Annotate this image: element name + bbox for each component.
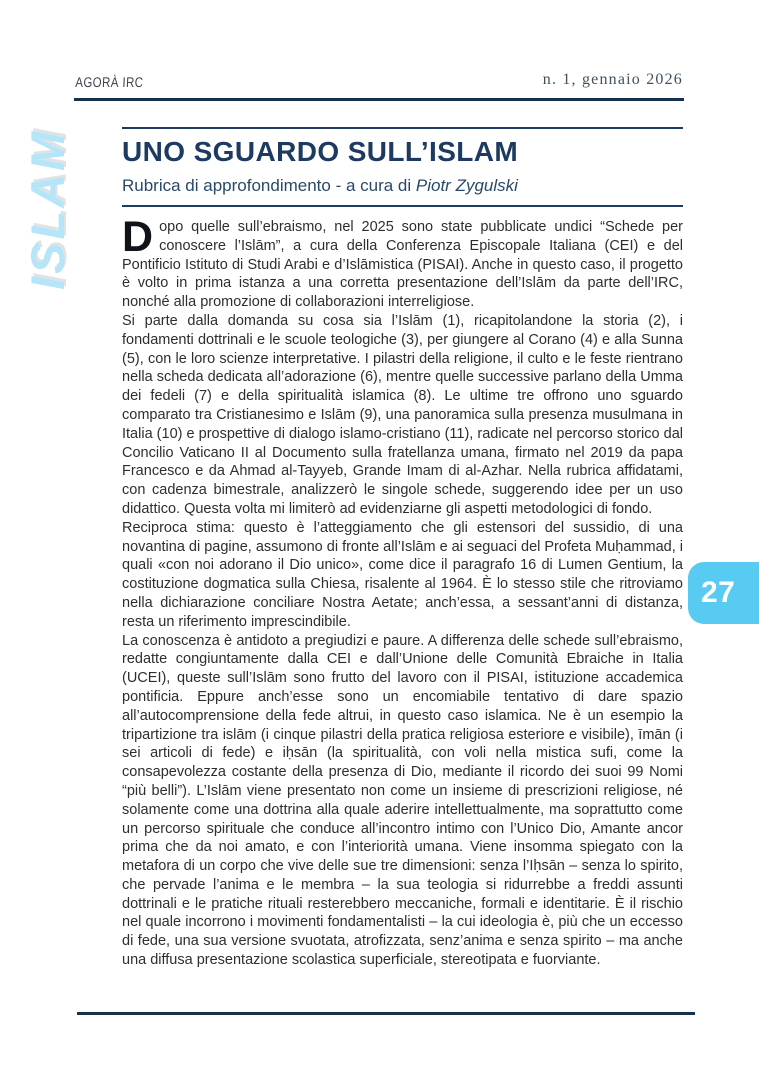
body-paragraph-1 — [122, 213, 683, 312]
body-paragraph-4: La conoscenza è antidoto a pregiudizi e paure. A differenza delle schede sull’ebraismo, redatte congiuntamente dalla CEI e dall’Unione delle Comunità Ebraiche in Italia (UCEI), queste sull’Islām sono frutto del lavoro con il PISAI, istituzione accademica pontificia. Eppure anch’esse sono un encomiabile tentativo di dare spazio all’autocomprensione della fede altrui, in questo caso islamica. Ne è un esempio la tripartizione tra islām (i cinque pilastri della pratica religiosa esteriore e visibile), īmān (i sei articoli di fede) e iḥsān (la spiritualità, con voli nella mistica sufi, come la consapevolezza costante della presenza di Dio, mediante il ricordo dei suoi 99 Nomi “più belli”). L’Islām viene presentato non come un insieme di prescrizioni religiose, né solamente come una dottrina alla quale aderire intellettualmente, ma soprattutto come un percorso spirituale che conduce all’incontro intimo con l’Unico Dio, Amante ancor prima che da noi amato, e con l’interiorità umana. Viene insomma spiegato con la metafora di un corpo che vive delle sue tre dimensioni: senza l’Iḥsān – senza lo spirito, che pervade l’anima e le membra – la sua teologia si ridurrebbe a freddi assunti dottrinali e le pratiche rituali resterebbero meccaniche, formali e identitarie. È il rischio nel quale incorrono i movimenti fondamentalisti – la cui ideologia è, più che un eccesso di fede, una sua versione svuotata, atrofizzata, senz’anima e senza spirito – ma anche una diffusa presentazione scolastica superficiale, stereotipata e fuorviante. — [122, 632, 683, 969]
subtitle-author: Piotr Zygulski — [415, 176, 518, 195]
body-paragraph-3: Reciproca stima: questo è l’atteggiamento che gli estensori del sussidio, di una novantina di pagine, assumono di fronte all’Islām e ai seguaci del Profeta Muḥammad, i quali «con noi adorano il Dio unico», come dice il paragrafo 16 di Lumen Gentium, la costituzione dogmatica sulla Chiesa, risalente al 1964. È lo stesso stile che ritroviamo nella dichiarazione conciliare Nostra Aetate; anch’essa, a sessant’anni di distanza, resta un riferimento imprescindibile. — [122, 519, 683, 630]
masthead: AGORÀ IRC — [75, 74, 144, 90]
header-rule — [74, 98, 684, 101]
drop-cap: D — [122, 213, 154, 261]
subtitle-prefix: Rubrica di approfondimento - a cura di — [122, 176, 416, 195]
footer-rule — [77, 1012, 695, 1015]
body-paragraph-2: Si parte dalla domanda su cosa sia l’Islām (1), ricapitolandone la storia (2), i fondamenti dottrinali e le scuole teologiche (3), per giungere al Corano (4) e alla Sunna (5), con le loro scienze interpretative. I pilastri della religione, il culto e le feste rientrano nella scheda dedicata all’adorazione (6), mentre quelle successive parlano della Umma dei fedeli (7) e della spiritualità islamica (8). Le ultime tre offrono uno sguardo comparato tra Cristianesimo e Islām (9), una panoramica sulla presenza musulmana in Italia (10) e prospettive di dialogo islamo-cristiano (11), radicate nel percorso storico dal Concilio Vaticano II al Documento sulla fratellanza umana, firmato nel 2019 da papa Francesco e da Ahmad al-Tayyeb, Grande Imam di al-Azhar. Nella rubrica affidatami, con cadenza bimestrale, analizzerò le singole schede, suggerendo idee per un uso didattico. Questa volta mi limiterò ad evidenziarne gli aspetti metodologici di fondo. — [122, 312, 683, 517]
article-body — [122, 213, 683, 970]
article-subtitle — [122, 176, 518, 196]
title-rule-top — [122, 127, 683, 129]
page-number-badge — [688, 562, 759, 624]
page-number: 27 — [701, 576, 736, 609]
article-title: UNO SGUARDO SULL’ISLAM — [122, 136, 519, 167]
side-label-text: ISLAM — [21, 128, 74, 290]
issue-number: n. 1, gennaio 2026 — [542, 71, 683, 88]
side-label-islam — [20, 130, 104, 300]
title-rule-bottom — [122, 205, 683, 207]
paragraph-1-text: opo quelle sull’ebraismo, nel 2025 sono state pubblicate undici “Schede per conoscere l’Islām”, a cura della Conferenza Episcopale Italiana (CEI) e del Pontificio Istituto di Studi Arabi e d’Islāmistica (PISAI). Anche in questo caso, il progetto è volto in prima istanza a una corretta presentazione dell’Islām da parte dell’IRC, nonché alla promozione di collaborazioni interreligiose. — [122, 219, 683, 311]
